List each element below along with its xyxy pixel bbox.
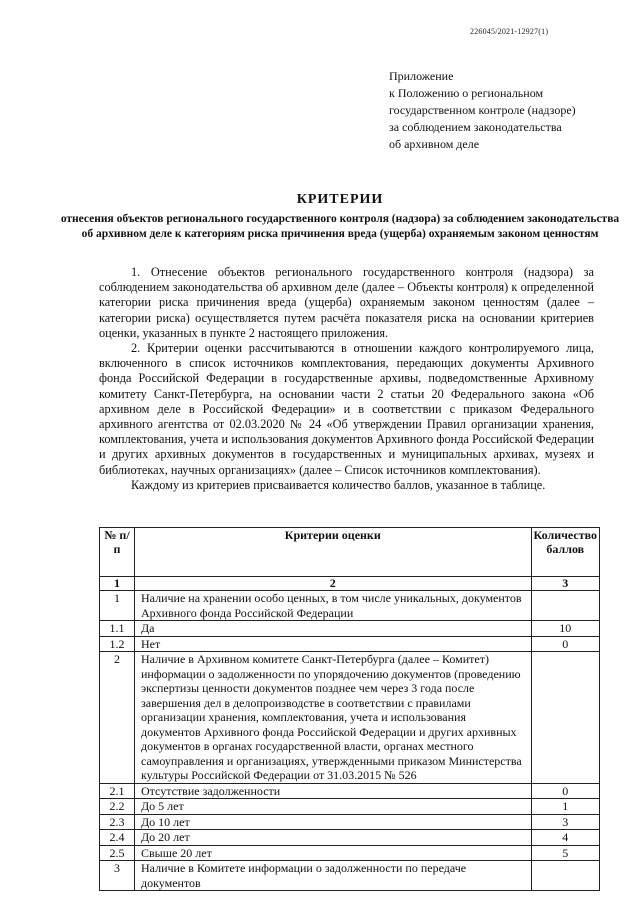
table-row bbox=[100, 636, 600, 652]
header-num: № п/п bbox=[100, 528, 135, 577]
criteria-table bbox=[99, 527, 600, 891]
header-points: Количество баллов bbox=[531, 528, 599, 577]
table-row bbox=[100, 652, 600, 784]
column-number: 2 bbox=[135, 577, 532, 591]
row-points bbox=[531, 652, 599, 784]
row-criteria: Наличие в Архивном комитете Санкт-Петербурга (далее – Комитет) информации о задолженности по упорядочению документов (проведению экспертизы ценности документов позднее чем через 3 года после завершения дел в делопроизводстве в соответствии с правилами организации хранения, комплектования, учета и использования документов Архивного фонда Российской Федерации и других архивных документов в органах государственной власти, органах местного самоуправления и организациях, утвержденными приказом Министерства культуры Российской Федерации от 31.03.2015 № 526 bbox=[135, 652, 532, 784]
document-title: КРИТЕРИИ bbox=[296, 192, 384, 207]
row-criteria: Наличие на хранении особо ценных, в том числе уникальных, документов Архивного фонда Российской Федерации bbox=[135, 591, 532, 621]
row-points: 3 bbox=[531, 814, 599, 830]
table-row bbox=[100, 861, 600, 891]
row-criteria: Да bbox=[135, 621, 532, 637]
paragraph-2: 2. Критерии оценки рассчитываются в отношении каждого контролируемого лица, включенного в список источников комплектования, передающих документы Архивного фонда Российской Федерации в государственные архивы, подведомственные Архивному комитету Санкт-Петербурга, на основании части 2 статьи 20 Федерального закона «Об архивном деле в Российской Федерации» и в соответствии с приказом Федерального архивного агентства от 02.03.2020 № 24 «Об утверждении Правил организации хранения, комплектования, учета и использования документов Архивного фонда Российской Федерации и других архивных документов в государственных и муниципальных архивах, музеях и библиотеках, научных организациях» (далее – Список источников комплектования). bbox=[99, 341, 594, 477]
paragraph-3: Каждому из критериев присваивается количество баллов, указанное в таблице. bbox=[131, 477, 546, 492]
annex-line: к Положению о региональном bbox=[389, 86, 544, 100]
paragraph-1: 1. Отнесение объектов регионального государственного контроля (надзора) за соблюдением законодательства об архивном деле (далее – Объекты контроля) к определенной категории риска причинения вреда (ущерба) охраняемым законом ценностям (далее – категории риска) осуществляется путем расчёта показателя риска на основании критериев оценки, указанных в пункте 2 настоящего приложения. bbox=[99, 265, 594, 340]
row-criteria: Отсутствие задолженности bbox=[135, 783, 532, 799]
row-criteria: Свыше 20 лет bbox=[135, 845, 532, 861]
row-points: 1 bbox=[531, 799, 599, 815]
row-num: 2.4 bbox=[100, 830, 135, 846]
row-criteria: Наличие в Комитете информации о задолженности по передаче документов bbox=[135, 861, 532, 891]
header-criteria: Критерии оценки bbox=[135, 528, 532, 577]
row-num: 2.2 bbox=[100, 799, 135, 815]
annex-line: об архивном деле bbox=[389, 137, 480, 151]
row-num: 3 bbox=[100, 861, 135, 891]
row-points: 0 bbox=[531, 783, 599, 799]
annex-block bbox=[389, 68, 619, 153]
row-points: 4 bbox=[531, 830, 599, 846]
table-row bbox=[100, 845, 600, 861]
table-row bbox=[100, 621, 600, 637]
table-row bbox=[100, 814, 600, 830]
table-row bbox=[100, 799, 600, 815]
row-criteria: До 10 лет bbox=[135, 814, 532, 830]
table-row bbox=[100, 591, 600, 621]
row-num: 2.1 bbox=[100, 783, 135, 799]
row-points bbox=[531, 861, 599, 891]
table-header-row bbox=[100, 528, 600, 577]
table-row bbox=[100, 830, 600, 846]
row-points bbox=[531, 591, 599, 621]
body-text bbox=[99, 265, 594, 493]
row-num: 2 bbox=[100, 652, 135, 784]
row-num: 2.5 bbox=[100, 845, 135, 861]
row-num: 1 bbox=[100, 591, 135, 621]
row-points: 5 bbox=[531, 845, 599, 861]
column-number-row bbox=[100, 577, 600, 591]
column-number: 1 bbox=[100, 577, 135, 591]
row-num: 2.3 bbox=[100, 814, 135, 830]
row-num: 1.2 bbox=[100, 636, 135, 652]
row-criteria: До 5 лет bbox=[135, 799, 532, 815]
document-subtitle: отнесения объектов регионального государственного контроля (надзора) за соблюдением законодательства об архивном деле к категориям риска причинения вреда (ущерба) охраняемым законом ценностям bbox=[60, 213, 620, 240]
row-points: 0 bbox=[531, 636, 599, 652]
table-row bbox=[100, 783, 600, 799]
row-num: 1.1 bbox=[100, 621, 135, 637]
annex-line: Приложение bbox=[389, 69, 454, 83]
column-number: 3 bbox=[531, 577, 599, 591]
row-criteria: Нет bbox=[135, 636, 532, 652]
row-points: 10 bbox=[531, 621, 599, 637]
document-number: 226045/2021-12927(1) bbox=[470, 27, 549, 36]
title-block bbox=[60, 192, 620, 242]
annex-line: государственном контроле (надзоре) bbox=[389, 103, 576, 117]
annex-line: за соблюдением законодательства bbox=[389, 120, 562, 134]
row-criteria: До 20 лет bbox=[135, 830, 532, 846]
